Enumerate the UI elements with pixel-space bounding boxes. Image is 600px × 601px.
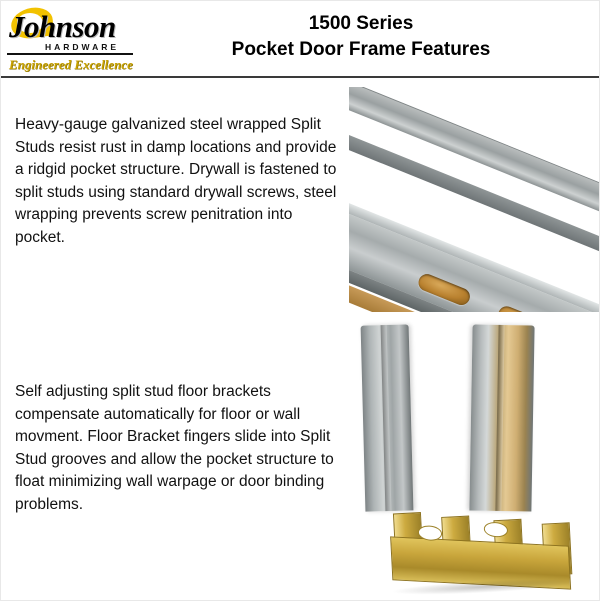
stud-groove	[381, 325, 392, 511]
stud-groove	[495, 325, 504, 511]
split-studs-description: Heavy-gauge galvanized steel wrapped Split Studs resist rust in damp locations and provide a ridgid pocket structure. Drywall is fastened to split studs using standard drywall screws, steel wrapping prevents screw penitration into pocket.	[15, 116, 337, 246]
logo-brand-name: Johnson	[9, 9, 116, 44]
logo-brand-subtitle: HARDWARE	[45, 42, 120, 52]
page-title	[141, 11, 581, 63]
floor-bracket	[383, 500, 578, 601]
split-stud-floor-bracket-photo	[349, 319, 600, 601]
header-divider	[1, 76, 600, 78]
title-line-1: 1500 Series	[308, 13, 414, 34]
logo-tagline: Engineered Excellence	[9, 57, 133, 72]
floor-bracket-description: Self adjusting split stud floor brackets compensate automatically for floor or wall movment. Floor Bracket fingers slide into Split Stud grooves and allow the pocket structure to float minimizing wall warpage or door binding problems.	[15, 383, 334, 513]
title-line-2: Pocket Door Frame Features	[231, 39, 491, 60]
steel-wrapped-split-stud-photo	[349, 87, 600, 312]
logo-divider	[7, 53, 133, 55]
split-stud-vertical-right	[469, 324, 534, 511]
split-stud-vertical-left	[361, 324, 414, 511]
bracket-slot	[496, 304, 552, 312]
johnson-hardware-logo	[5, 7, 137, 71]
document-header	[1, 1, 600, 77]
